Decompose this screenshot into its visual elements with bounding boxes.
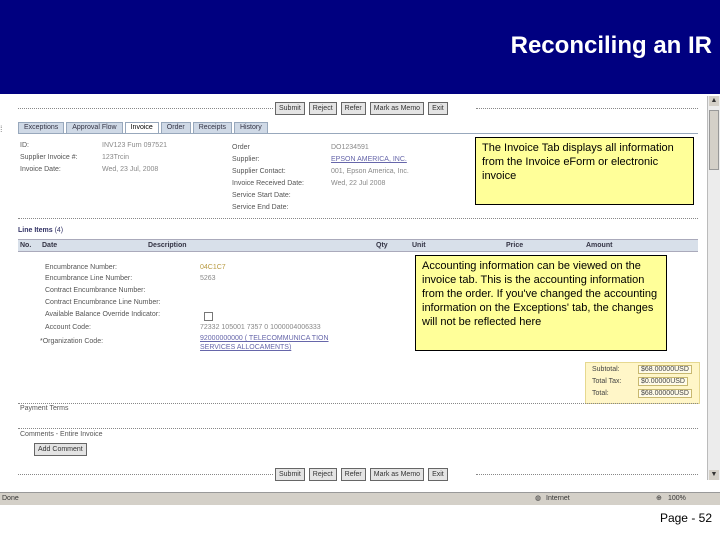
mark-as-memo-button[interactable]: Mark as Memo — [370, 102, 424, 115]
col-no: No. — [20, 242, 32, 249]
divider — [18, 108, 273, 109]
tab-rule — [18, 133, 698, 134]
invoice-date-label: Invoice Date: — [20, 166, 61, 173]
order-value: DO1234591 — [331, 144, 369, 151]
zone-text: Internet — [546, 495, 570, 502]
mark-as-memo-button[interactable]: Mark as Memo — [370, 468, 424, 481]
supplier-invoice-value: 123Trcin — [102, 154, 129, 161]
order-label: Order — [232, 144, 250, 151]
service-start-label: Service Start Date: — [232, 192, 291, 199]
add-comment-button[interactable]: Add Comment — [34, 443, 87, 456]
invoice-received-value: Wed, 22 Jul 2008 — [331, 180, 386, 187]
col-price: Price — [506, 242, 524, 249]
exit-button[interactable]: Exit — [428, 102, 448, 115]
submit-button[interactable]: Submit — [275, 102, 305, 115]
total-tax-label: Total Tax: — [592, 378, 622, 385]
slide-title: Reconciling an IR — [510, 32, 712, 59]
accounting-label: *Organization Code: — [40, 338, 104, 345]
supplier-link[interactable]: EPSON AMERICA, INC. — [331, 156, 407, 163]
zoom-icon[interactable]: ⊕ — [656, 495, 662, 502]
exit-button[interactable]: Exit — [428, 468, 448, 481]
accounting-label: Contract Encumbrance Line Number: — [45, 299, 161, 306]
scroll-down-icon[interactable]: ▼ — [710, 471, 718, 478]
organization-code-link[interactable]: 92000000000 ( TELECOMMUNICA TION SERVICES ALLOCAMENTS) — [200, 335, 329, 351]
slide-header — [0, 0, 720, 94]
accounting-label: Contract Encumbrance Number: — [45, 287, 146, 294]
action-buttons-top — [275, 102, 448, 114]
divider — [18, 428, 698, 429]
col-unit: Unit — [412, 242, 426, 249]
zoom-level[interactable]: 100% — [668, 495, 686, 502]
accounting-label: Available Balance Override Indicator: — [45, 311, 161, 318]
tab-receipts[interactable]: Receipts — [193, 122, 232, 133]
comments-label: Comments - Entire Invoice — [20, 431, 103, 438]
scroll-thumb[interactable] — [709, 110, 719, 170]
service-end-label: Service End Date: — [232, 204, 289, 211]
supplier-label: Supplier: — [232, 156, 260, 163]
invoice-tab-callout: The Invoice Tab displays all information from the Invoice eForm or electronic invoice — [475, 137, 694, 205]
divider — [18, 474, 273, 475]
accounting-callout: Accounting information can be viewed on the invoice tab. This is the accounting information from the order. If you've changed the accounting information on the Exceptions' tab, the changes will not be reflected here — [415, 255, 667, 351]
balance-override-checkbox[interactable] — [204, 312, 213, 321]
accounting-label: Encumbrance Number: — [45, 264, 117, 271]
status-text: Done — [2, 495, 19, 502]
payment-terms-label: Payment Terms — [20, 405, 69, 412]
id-value: INV123 Furn 097521 — [102, 142, 167, 149]
total-label: Total: — [592, 390, 609, 397]
divider — [476, 108, 698, 109]
vertical-scrollbar[interactable] — [707, 96, 720, 480]
col-qty: Qty — [376, 242, 388, 249]
submit-button[interactable]: Submit — [275, 468, 305, 481]
tab-order[interactable]: Order — [161, 122, 191, 133]
scroll-up-icon[interactable]: ▲ — [710, 97, 718, 104]
gutter-marker-icon: ⁞ — [0, 124, 3, 134]
globe-icon: ◍ — [535, 495, 542, 502]
page-number: Page - 52 — [659, 511, 712, 525]
totals-box — [585, 362, 700, 404]
tab-history[interactable]: History — [234, 122, 268, 133]
browser-status-bar — [0, 492, 720, 505]
line-items-header — [18, 239, 698, 252]
tab-strip — [18, 122, 268, 133]
divider — [18, 218, 698, 219]
tab-exceptions[interactable]: Exceptions — [18, 122, 64, 133]
action-buttons-bottom — [275, 468, 448, 480]
col-amount: Amount — [586, 242, 613, 249]
reject-button[interactable]: Reject — [309, 102, 337, 115]
supplier-contact-label: Supplier Contact: — [232, 168, 286, 175]
invoice-date-value: Wed, 23 Jul, 2008 — [102, 166, 159, 173]
subtotal-label: Subtotal: — [592, 366, 620, 373]
accounting-label: Encumbrance Line Number: — [45, 275, 133, 282]
refer-button[interactable]: Refer — [341, 102, 366, 115]
reject-button[interactable]: Reject — [309, 468, 337, 481]
total-tax-value: $0.00000USD — [638, 377, 688, 386]
col-date: Date — [42, 242, 58, 249]
divider — [18, 403, 698, 404]
refer-button[interactable]: Refer — [341, 468, 366, 481]
accounting-value: 04C1C7 — [200, 264, 226, 271]
line-items-title: Line Items (4) — [18, 227, 64, 234]
supplier-invoice-label: Supplier Invoice #: — [20, 154, 78, 161]
tab-invoice[interactable]: Invoice — [125, 122, 159, 133]
accounting-value: 5263 — [200, 275, 216, 282]
col-description: Description — [148, 242, 187, 249]
id-label: ID: — [20, 142, 29, 149]
left-gutter — [0, 124, 10, 134]
account-code-value: 72332 105001 7357 0 1000004006333 — [200, 324, 321, 331]
divider — [476, 474, 698, 475]
supplier-contact-value: 001, Epson America, Inc. — [331, 168, 409, 175]
total-value: $68.00000USD — [638, 389, 692, 398]
tab-approval-flow[interactable]: Approval Flow — [66, 122, 122, 133]
subtotal-value: $68.00000USD — [638, 365, 692, 374]
invoice-received-label: Invoice Received Date: — [232, 180, 304, 187]
accounting-label: Account Code: — [45, 324, 91, 331]
